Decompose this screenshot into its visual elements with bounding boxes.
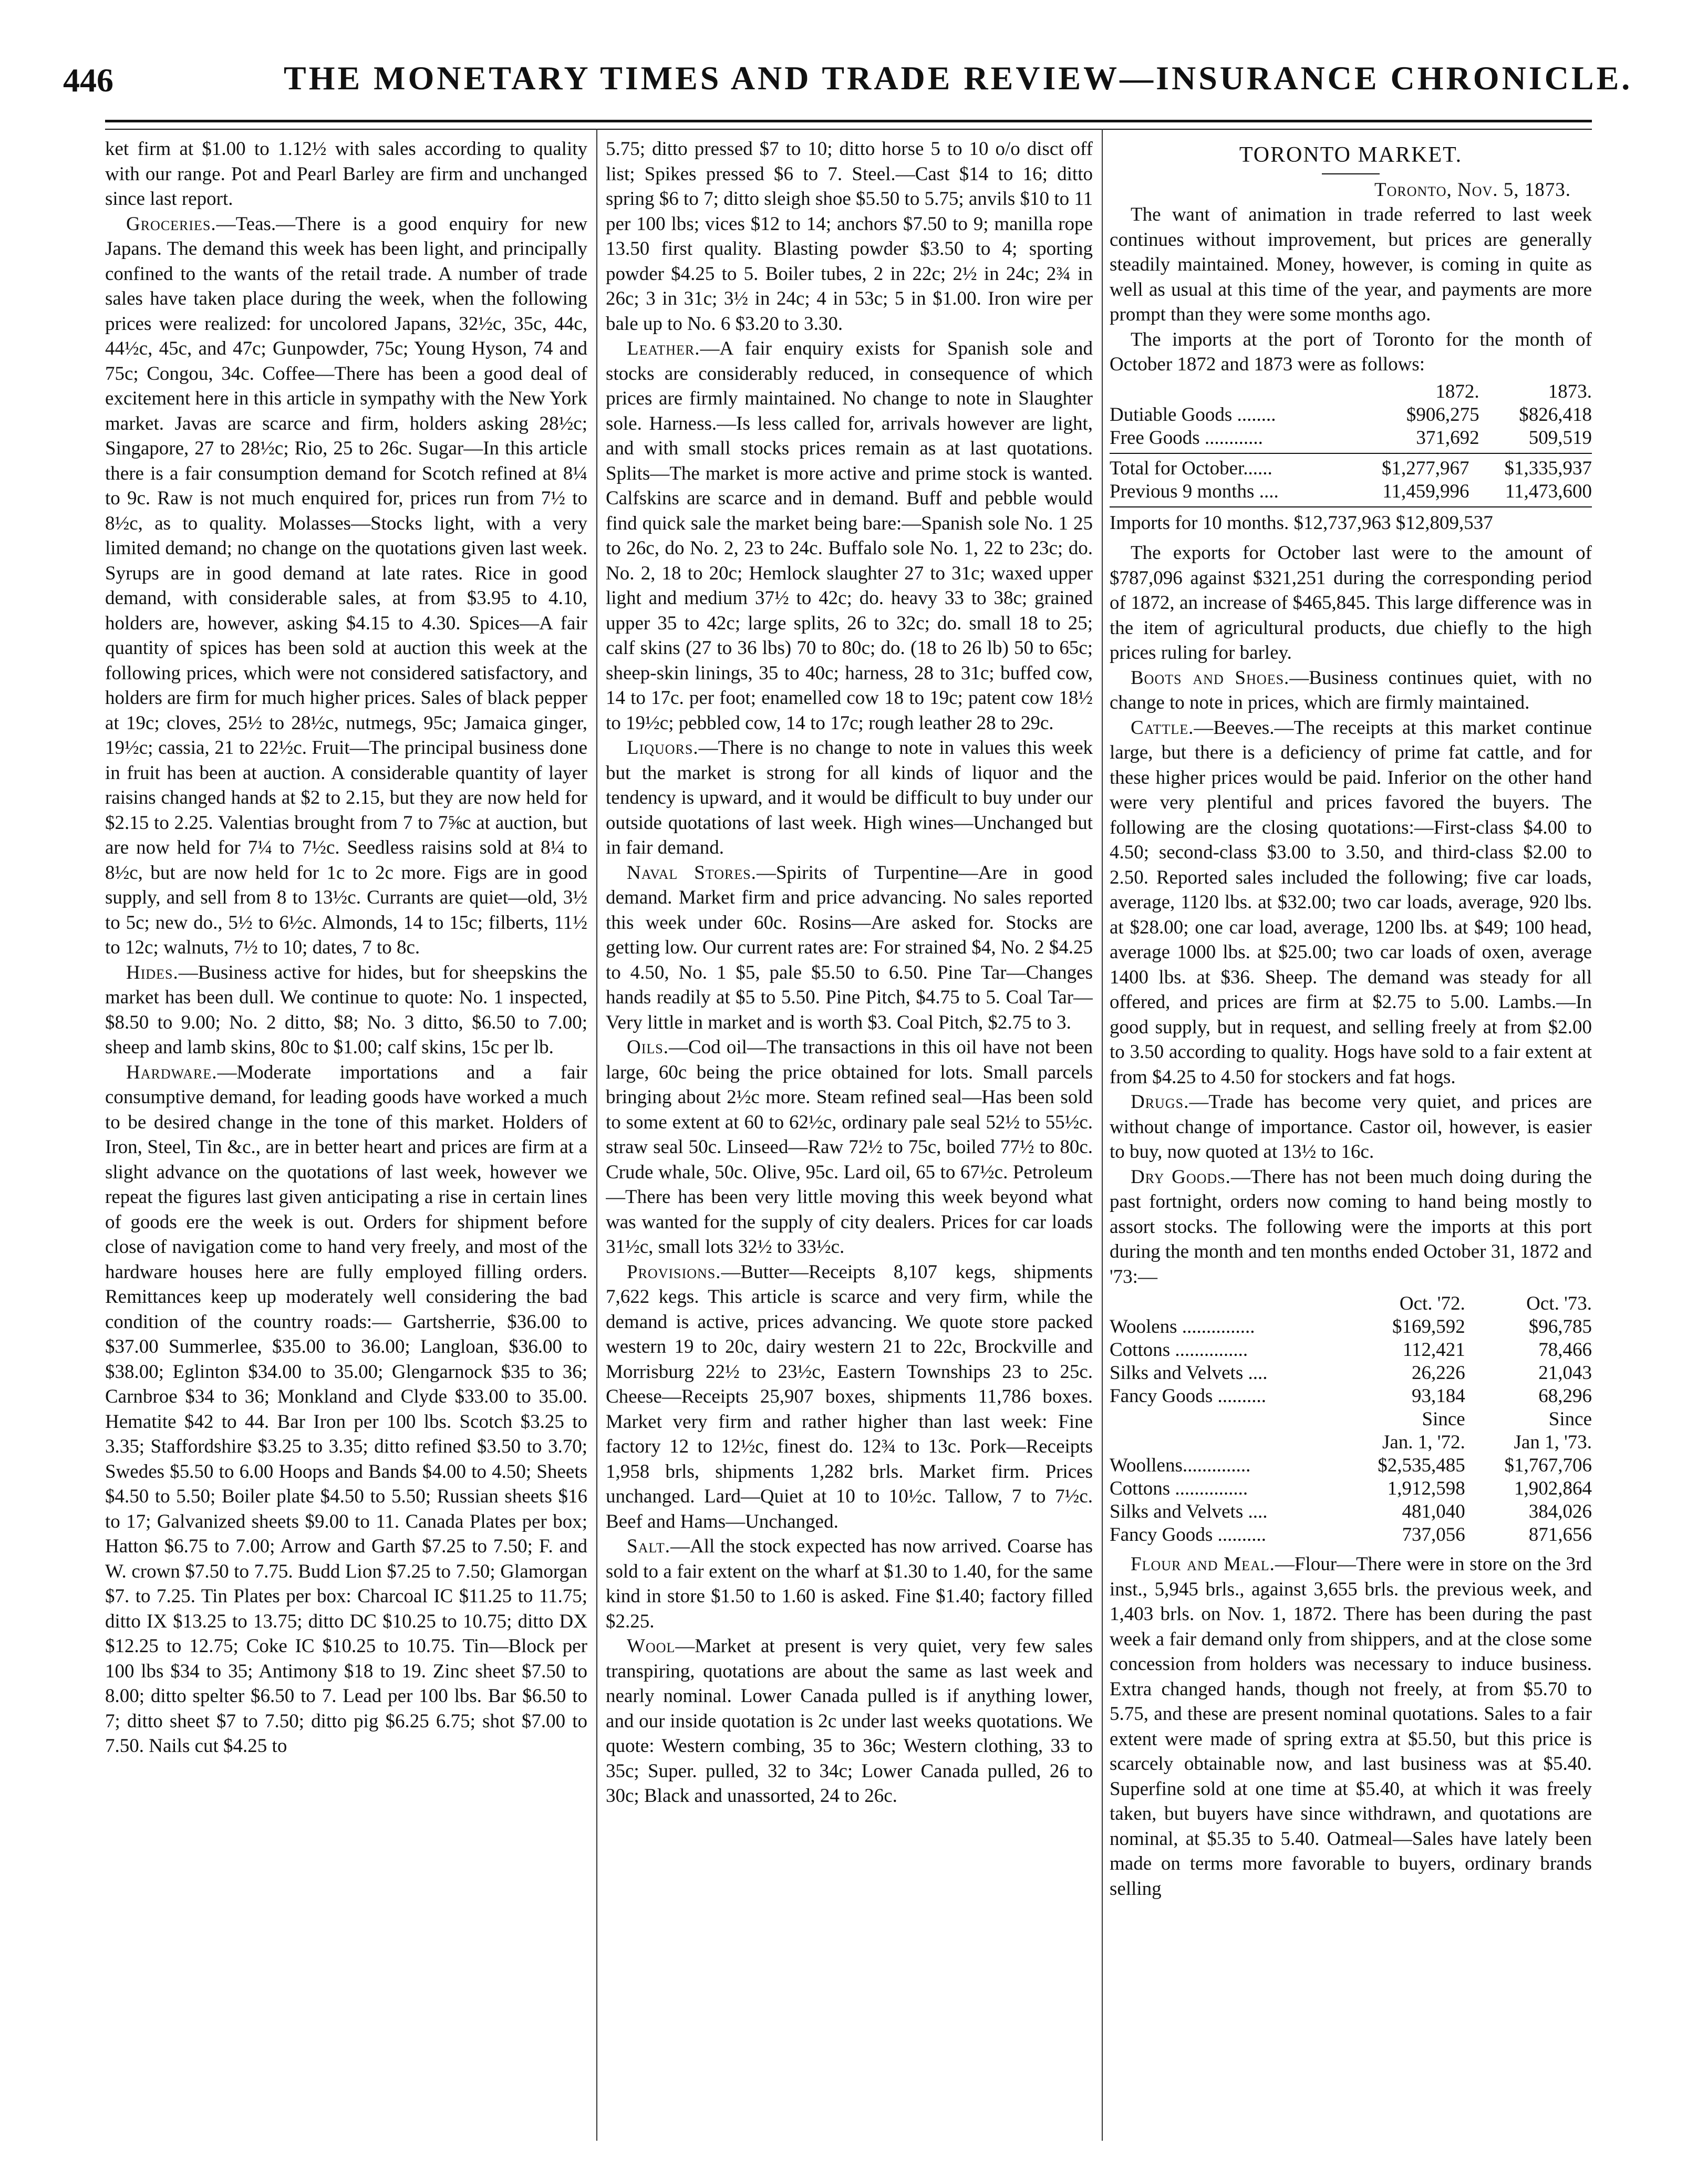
page-number: 446 xyxy=(63,61,113,99)
table-row xyxy=(1110,1454,1592,1477)
cell-value: 11,459,996 xyxy=(1382,480,1469,502)
paragraph-salt xyxy=(606,1534,1093,1634)
paragraph-boots xyxy=(1110,666,1592,716)
cell-value: 78,466 xyxy=(1538,1339,1592,1361)
column-middle xyxy=(606,137,1093,2143)
cell-value: $906,275 xyxy=(1406,403,1479,426)
section-title: TORONTO MARKET. xyxy=(1239,143,1463,167)
dry-goods-text: —There has not been much doing during the past fortnight, orders now coming to hand being mostly to assort stocks. The following were the imports at this port during the month and ten months ended October 31, 1872 and '73:— xyxy=(1110,1166,1592,1288)
row-label: Cottons ............... xyxy=(1110,1339,1248,1361)
heading-drugs: Drugs. xyxy=(1131,1091,1189,1113)
paragraph-liquors xyxy=(606,735,1093,860)
table-header-row xyxy=(1110,1408,1592,1431)
row-label: Total for October...... xyxy=(1110,457,1272,479)
table-row xyxy=(1110,1339,1592,1362)
row-label: Fancy Goods .......... xyxy=(1110,1385,1267,1407)
table-rule xyxy=(1110,453,1592,454)
cell-value: 21,043 xyxy=(1538,1362,1592,1384)
row-label: Cottons ............... xyxy=(1110,1478,1248,1499)
row-label: Free Goods ............ xyxy=(1110,427,1263,449)
row-label: Silks and Velvets .... xyxy=(1110,1501,1268,1522)
heading-flour: Flour and Meal. xyxy=(1131,1553,1275,1575)
oils-text: —Cod oil—The transactions in this oil have not been large, 60c being the price obtained for lots. Small parcels bringing about 2½c more. Steam refined seal—Has been sold to some extent at 60 to 62½c, ordinary pale seal 52½ to 55½c. straw seal 50c. Linseed—Raw 72½ to 75c, boiled 77½ to 80c. Crude whale, 50c. Olive, 95c. Lard oil, 65 to 67½c. Petroleum—There has been very little moving this week beyond what was wanted for the supply of city dealers. Prices for car loads 31½c, small lots 32½ to 33½c. xyxy=(606,1036,1093,1258)
paragraph-groceries xyxy=(105,212,587,960)
heading-dry-goods: Dry Goods. xyxy=(1131,1166,1231,1188)
cell-value: 1,902,864 xyxy=(1514,1478,1592,1499)
cell-value: $169,592 xyxy=(1392,1316,1465,1337)
cell-value: 112,421 xyxy=(1402,1339,1465,1361)
column-header: Jan 1, '73. xyxy=(1514,1432,1592,1453)
column-header: Jan. 1, '72. xyxy=(1382,1432,1465,1453)
running-head: THE MONETARY TIMES AND TRADE REVIEW—INSURANCE CHRONICLE. xyxy=(284,59,1633,97)
cell-value: 11,473,600 xyxy=(1505,480,1592,502)
leather-text: —A fair enquiry exists for Spanish sole and stocks are considerably reduced, in consequence of which prices are firmly maintained. No change to note in Slaughter sole. Harness.—Is less called for, arrivals however are light, and with small stocks prices remain as at last quotations. Splits—The market is more active and prime stock is wanted. Calfskins are scarce and in demand. Buff and pebble would find quick sale the market being bare:—Spanish sole No. 1 25 to 26c, do No. 2, 23 to 24c. Buffalo sole No. 1, 22 to 23c; do. No. 2, 18 to 20c; Hemlock slaughter 27 to 31c; waxed upper light and medium 37½ to 42c; do. heavy 33 to 38c; grained upper 35 to 42c; large splits, 26 to 32c; do. small 18 to 25; calf skins (27 to 36 lbs) 70 to 80c; do. (18 to 26 lb) 50 to 65c; sheep-skin linings, 35 to 40c; harness, 28 to 31c; buffed cow, 14 to 17c. per foot; enamelled cow 18 to 19c; patent cow 18½ to 19½c; pebbled cow, 14 to 17c; rough leather 28 to 29c. xyxy=(606,338,1093,734)
table-row xyxy=(1110,457,1592,480)
paragraph-cattle xyxy=(1110,716,1592,1090)
groceries-text: —Teas.—There is a good enquiry for new Japans. The demand this week has been light, and principally confined to the wants of the retail trade. A number of trade sales have taken place during the week, when the following prices were realized: for uncolored Japans, 32½c, 35c, 44c, 44½c, 45c, and 47c; Gunpowder, 75c; Young Hyson, 74 and 75c; Congou, 34c. Coffee—There has been a good deal of excitement here in this article in sympathy with the New York market. Javas are scarce and firm, holders asking 28½c; Singapore, 27 to 28½c; Rio, 25 to 26c. Sugar—In this article there is a fair consumption demand for Scotch refined at 8¼ to 9c. Raw is not much enquired for, prices run from 7½ to 8½c, as to quality. Molasses—Stocks light, with a very limited demand; no change on the quotations given last week. Syrups are in good demand at late rates. Rice in good demand, with considerable sales, at from $3.95 to 4.10, holders are, however, asking $4.15 to 4.30. Spices—A fair quantity of spices has been sold at auction this week at the following prices, which were not considered satisfactory, and holders are firm for much higher prices. Sales of black pepper at 19c; cloves, 25½ to 28½c, nutmegs, 95c; Jamaica ginger, 19½c; cassia, 21 to 22½c. Fruit—The principal business done in fruit has been at auction. A considerable quantity of layer raisins changed hands at $2 to 2.15, but they are now held for $2.15 to 2.25. Valentias brought from 7 to 7⅝c at auction, but are now held for 7¼ to 7½c. Seedless raisins sold at 8¼ to 8½c, but are now held for 1c to 2c more. Figs are in good supply, and sell from 8 to 13½c. Currants are quiet—old, 3½ to 5c; new do., 5½ to 6½c. Almonds, 14 to 15c; filberts, 11½ to 12c; walnuts, 7½ to 10; dates, 7 to 8c. xyxy=(105,213,587,958)
cattle-text: —Beeves.—The receipts at this market continue large, but there is a deficiency of prime fat cattle, and for these higher prices would be paid. Inferior on the other hand were very plentiful and prices favored the buyers. The following are the closing quotations:—First-class $4.00 to 4.50; second-class $3.00 to 3.50, and third-class $2.00 to 2.50. Reported sales included the following; five car loads, average, 1120 lbs. at $32.00; two car loads, average, 920 lbs. at $28.00; one car load, average, 1200 lbs. at $49; 100 head, average 1000 lbs. at $25.00; two car loads of oxen, average 1400 lbs. at $36. Sheep. The demand was steady for all offered, and prices are firm at $2.75 to 5.00. Lambs.—In good supply, but in request, and selling freely at from $2.00 to 3.50 according to quality. Hogs have sold to a fair extent at from $4.25 to 4.50 for stockers and fat hogs. xyxy=(1110,717,1592,1088)
table-row xyxy=(1110,1523,1592,1547)
column-right xyxy=(1110,137,1592,2143)
paragraph-hides xyxy=(105,960,587,1060)
table-row xyxy=(1110,1477,1592,1500)
column-header: Oct. '73. xyxy=(1526,1293,1592,1314)
heading-hides: Hides. xyxy=(126,961,179,983)
heading-oils: Oils. xyxy=(627,1036,669,1058)
dry-goods-table xyxy=(1110,1292,1592,1547)
cell-value: $1,767,706 xyxy=(1504,1455,1592,1476)
paragraph-drugs xyxy=(1110,1090,1592,1165)
liquors-text: —There is no change to note in values this week but the market is strong for all kinds of liquor and the tendency is upward, and it would be difficult to buy under our outside quotations of last week. High wines—Unchanged but in fair demand. xyxy=(606,737,1093,858)
cell-value: $826,418 xyxy=(1519,403,1592,426)
imports-table xyxy=(1110,380,1592,536)
paragraph-dry-goods xyxy=(1110,1165,1592,1290)
heading-wool: Wool xyxy=(627,1635,676,1657)
table-row xyxy=(1110,427,1592,450)
ten-month-total: Imports for 10 months. $12,737,963 $12,809,537 xyxy=(1110,512,1493,534)
cell-value: 481,040 xyxy=(1402,1501,1465,1522)
column-header: Since xyxy=(1548,1408,1592,1430)
heading-leather: Leather. xyxy=(627,338,700,359)
row-label: Woolens ............... xyxy=(1110,1316,1255,1337)
cell-value: 26,226 xyxy=(1411,1362,1465,1384)
column-divider xyxy=(596,129,597,2141)
row-label: Silks and Velvets .... xyxy=(1110,1362,1268,1384)
paragraph-oils xyxy=(606,1035,1093,1260)
heading-naval-stores: Naval Stores. xyxy=(627,862,757,884)
row-label: Previous 9 months .... xyxy=(1110,480,1279,502)
paragraph-flour xyxy=(1110,1552,1592,1901)
paragraph-wool xyxy=(606,1634,1093,1809)
heading-provisions: Provisions. xyxy=(627,1261,721,1283)
cell-value: $2,535,485 xyxy=(1378,1455,1465,1476)
cell-value: $1,277,967 xyxy=(1382,457,1469,479)
paragraph-intro: The want of animation in trade referred to last week continues without improvement, but prices are generally steadily maintained. Money, however, is coming in quite as well as usual at this time of the year, and payments are more prompt than they were some months ago. xyxy=(1110,204,1592,325)
row-label: Fancy Goods .......... xyxy=(1110,1524,1267,1546)
heading-liquors: Liquors. xyxy=(627,737,699,759)
table-row xyxy=(1110,1500,1592,1523)
paragraph-exports: The exports for October last were to the amount of $787,096 against $321,251 during the corresponding period of 1872, an increase of $465,845. This large difference was in the item of agricultural products, due chiefly to the high prices ruling for barley. xyxy=(1110,542,1592,663)
row-label: Woollens.............. xyxy=(1110,1455,1251,1476)
provisions-text: —Butter—Receipts 8,107 kegs, shipments 7,622 kegs. This article is scarce and very firm, while the demand is active, prices advancing. We quote store packed western 19 to 20c, dairy western 21 to 22c, Brockville and Morrisburg 22½ to 23½c, Eastern Townships 23 to 25c. Cheese—Receipts 25,907 boxes, shipments 11,786 boxes. Market very firm and rather higher than last week: Fine factory 12 to 12½c, finest do. 12¾ to 13c. Pork—Receipts 1,958 brls, shipments 1,282 brls. Market firm. Prices unchanged. Lard—Quiet at 10 to 10½c. Tallow, 7 to 7½c. Beef and Hams—Unchanged. xyxy=(606,1261,1093,1532)
table-row xyxy=(1110,1362,1592,1385)
header-rule xyxy=(105,120,1592,130)
table-rule xyxy=(1110,506,1592,507)
column-divider xyxy=(1102,129,1103,2141)
paragraph-barley: ket firm at $1.00 to 1.12½ with sales according to quality with our range. Pot and Pearl Barley are firm and unchanged since last report. xyxy=(105,138,587,210)
table-header-row xyxy=(1110,1292,1592,1315)
column-header: Oct. '72. xyxy=(1399,1293,1465,1314)
cell-value: 384,026 xyxy=(1528,1501,1592,1522)
cell-value: 509,519 xyxy=(1528,427,1592,449)
table-header-row xyxy=(1110,1431,1592,1454)
table-row xyxy=(1110,403,1592,427)
paragraph-provisions xyxy=(606,1260,1093,1534)
cell-value: 371,692 xyxy=(1416,427,1479,449)
heading-hardware: Hardware. xyxy=(126,1061,218,1083)
heading-boots: Boots and Shoes. xyxy=(1131,667,1290,689)
paragraph-imports: The imports at the port of Toronto for the month of October 1872 and 1873 were as follows: xyxy=(1110,328,1592,375)
dateline: Toronto, Nov. 5, 1873. xyxy=(1374,179,1571,201)
paragraph-naval-stores xyxy=(606,860,1093,1035)
naval-stores-text: —Spirits of Turpentine—Are in good demand. Market firm and price advancing. No sales reported this week under 60c. Rosins—Are asked for. Stocks are getting low. Our current rates are: For strained $4, No. 2 $4.25 to 4.50, No. 1 $5, pale $5.50 to 6.50. Pine Tar—Changes hands readily at $5 to 5.50. Pine Pitch, $4.75 to 5. Coal Tar—Very little in market and is worth $3. Coal Pitch, $2.75 to 3. xyxy=(606,862,1093,1033)
cell-value: 737,056 xyxy=(1402,1524,1465,1546)
row-label: Dutiable Goods ........ xyxy=(1110,403,1276,426)
cell-value: 93,184 xyxy=(1411,1385,1465,1407)
heading-salt: Salt. xyxy=(627,1536,670,1557)
year-header: 1872. xyxy=(1435,380,1479,402)
column-left xyxy=(105,137,587,2143)
table-row xyxy=(1110,480,1592,503)
heading-cattle: Cattle. xyxy=(1131,717,1194,739)
column-header: Since xyxy=(1422,1408,1465,1430)
title-rule xyxy=(1322,173,1380,174)
table-row xyxy=(1110,1385,1592,1408)
drugs-text: —Trade has become very quiet, and prices are without change of importance. Castor oil, however, is easier to buy, now quoted at 13½ to 16c. xyxy=(1110,1091,1592,1163)
cell-value: 1,912,598 xyxy=(1387,1478,1465,1499)
year-header: 1873. xyxy=(1548,380,1592,402)
paragraph-leather xyxy=(606,336,1093,735)
hardware-text: —Moderate importations and a fair consumptive demand, for leading goods have worked a much to be desired change in the tone of this market. Holders of Iron, Steel, Tin &c., are in better heart and prices are firm at a slight advance on the quotations of last week, however we repeat the figures last given anticipating a rise in certain lines of goods ere the week is out. Orders for shipment before close of navigation come to hand very freely, and most of the hardware houses here are fully employed filling orders. Remittances keep up moderately well considering the bad condition of the country roads:— Gartsherrie, $36.00 to $37.00 Summerlee, $35.00 to 36.00; Langloan, $36.00 to $38.00; Eglinton $34.00 to 35.00; Glengarnock $35 to 36; Carnbroe $34 to 36; Monkland and Clyde $33.00 to 35.00. Hematite $42 to 44. Bar Iron per 100 lbs. Scotch $3.25 to 3.35; Staffordshire $3.25 to 3.35; ditto refined $3.50 to 3.70; Swedes $5.50 to 6.00 Hoops and Bands $4.00 to 4.50; Sheets $4.50 to 5.50; Boiler plate $4.50 to 5.50; Russian sheets $16 to 17; Galvanized sheets $9.00 to 11. Canada Plates per box; Hatton $6.75 to 7.00; Arrow and Garth $7.25 to 7.50; F. and W. crown $7.50 to 7.75. Budd Lion $7.25 to 7.50; Glamorgan $7. to 7.25. Tin Plates per box: Charcoal IC $11.25 to 11.75; ditto IX $13.25 to 13.75; ditto DC $10.25 to 10.75; ditto DX $12.25 to 12.75; Coke IC $10.25 to 10.75. Tin—Block per 100 lbs $34 to 35; Antimony $18 to 19. Zinc sheet $7.50 to 8.00; ditto spelter $6.50 to 7. Lead per 100 lbs. Bar $6.50 to 7; ditto sheet $7 to 7.50; ditto pig $6.25 6.75; shot $7.00 to 7.50. Nails cut $4.25 to xyxy=(105,1061,587,1757)
table-header-row xyxy=(1110,380,1592,403)
cell-value: $1,335,937 xyxy=(1504,457,1592,479)
cell-value: 68,296 xyxy=(1538,1385,1592,1407)
flour-text: —Flour—There were in store on the 3rd inst., 5,945 brls., against 3,655 brls. the previous week, and 1,403 brls. on Nov. 1, 1872. There has been during the past week a fair demand only from shippers, and at the close some concession from holders was necessary to induce business. Extra changed hands, though not freely, at from $5.70 to 5.75, and these are present nominal quotations. Sales to a fair extent were made of spring extra at $5.50, but this price is scarcely obtainable now, and last business was at $5.40. Superfine sold at one time at $5.40, at which it was freely taken, but buyers have since withdrawn, and quotations are nominal, at $5.35 to 5.40. Oatmeal—Sales have lately been made on terms more favorable to buyers, ordinary brands selling xyxy=(1110,1553,1592,1900)
paragraph-hardware-continued: 5.75; ditto pressed $7 to 10; ditto horse 5 to 10 o/o disct off list; Spikes pressed $6 to 7. Steel.—Cast $14 to 16; ditto spring $6 to 7; ditto sleigh shoe $5.50 to 5.75; anvils $10 to 11 per 100 lbs; vices $12 to 14; anchors $7.50 to 9; manilla rope 13.50 first quality. Blasting powder $3.50 to 4; sporting powder $4.25 to 5. Boiler tubes, 2 in 22c; 2½ in 24c; 2¾ in 26c; 3 in 31c; 3½ in 24c; 4 in 53c; 5 in $1.00. Iron wire per bale up to No. 6 $3.20 to 3.30. xyxy=(606,138,1093,335)
salt-text: —All the stock expected has now arrived. Coarse has sold to a fair extent on the wharf at $1.30 to 1.40, for the same kind in store $1.50 to 1.60 is asked. Fine $1.40; factory filled $2.25. xyxy=(606,1536,1093,1632)
hides-text: —Business active for hides, but for sheepskins the market has been dull. We continue to quote: No. 1 inspected, $8.50 to 9.00; No. 2 ditto, $8; No. 3 ditto, $6.50 to 7.00; sheep and lamb skins, 80c to $1.00; calf skins, 15c per lb. xyxy=(105,961,587,1058)
wool-text: —Market at present is very quiet, very few sales transpiring, quotations are about the same as last week and nearly nominal. Lower Canada pulled is if anything lower, and our inside quotation is 2c under last weeks quotations. We quote: Western combing, 35 to 36c; Western clothing, 33 to 35c; Super. pulled, 32 to 34c; Lower Canada pulled, 26 to 30c; Black and unassorted, 24 to 26c. xyxy=(606,1635,1093,1807)
cell-value: $96,785 xyxy=(1528,1316,1592,1337)
table-row xyxy=(1110,1315,1592,1339)
heading-groceries: Groceries. xyxy=(126,213,216,235)
cell-value: 871,656 xyxy=(1528,1524,1592,1546)
boots-text: —Business continues quiet, with no change to note in prices, which are firmly maintained. xyxy=(1110,667,1592,713)
paragraph-hardware xyxy=(105,1060,587,1759)
